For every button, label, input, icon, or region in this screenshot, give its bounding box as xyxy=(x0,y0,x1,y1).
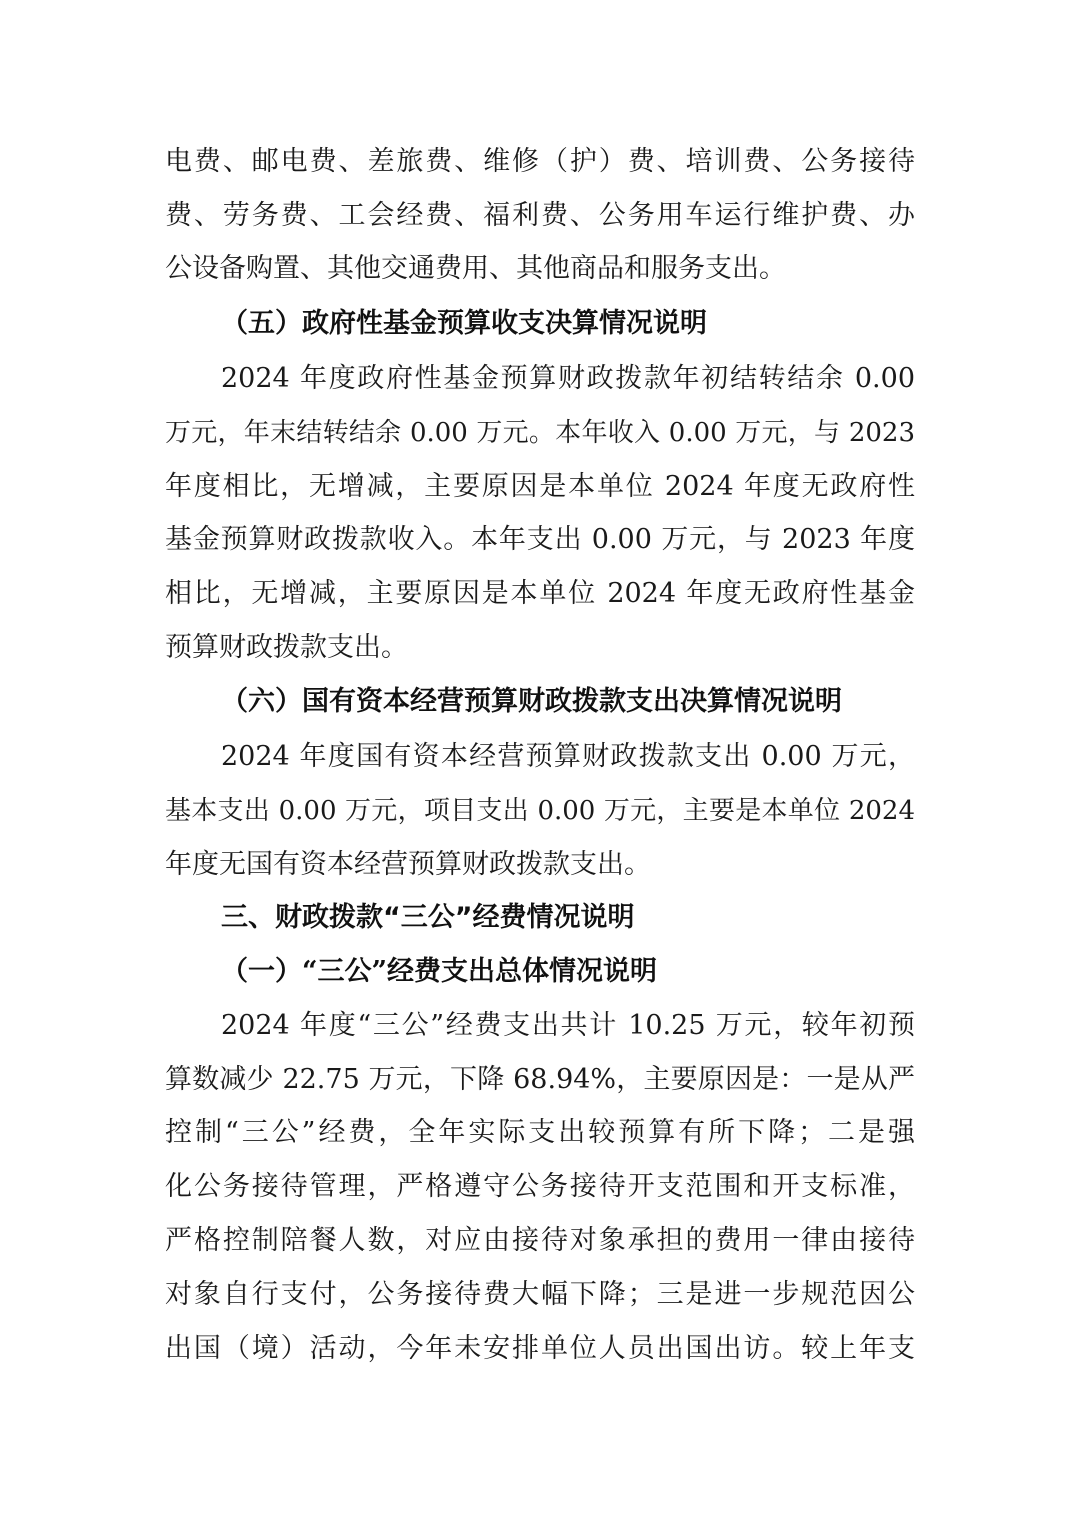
body-line: 基本支出 0.00 万元，项目支出 0.00 万元，主要是本单位 2024 xyxy=(165,796,915,826)
body-line: 相比，无增减，主要原因是本单位 2024 年度无政府性基金 xyxy=(165,578,915,609)
body-line: 对象自行支付，公务接待费大幅下降；三是进一步规范因公 xyxy=(165,1279,915,1310)
section-heading-5: （五）政府性基金预算收支决算情况说明 xyxy=(221,308,707,339)
body-line: 公设备购置、其他交通费用、其他商品和服务支出。 xyxy=(165,253,786,284)
body-line: 年度无国有资本经营预算财政拨款支出。 xyxy=(165,849,651,880)
body-line: 2024 年度国有资本经营预算财政拨款支出 0.00 万元， xyxy=(221,741,915,772)
body-line: 万元，年末结转结余 0.00 万元。本年收入 0.00 万元，与 2023 xyxy=(165,418,915,448)
body-line: 2024 年度“三公”经费支出共计 10.25 万元，较年初预 xyxy=(221,1010,915,1041)
body-line: 费、劳务费、工会经费、福利费、公务用车运行维护费、办 xyxy=(165,200,915,231)
body-line: 电费、邮电费、差旅费、维修（护）费、培训费、公务接待 xyxy=(165,146,915,177)
body-line: 严格控制陪餐人数，对应由接待对象承担的费用一律由接待 xyxy=(165,1225,915,1256)
body-line: 年度相比，无增减，主要原因是本单位 2024 年度无政府性 xyxy=(165,471,915,502)
body-line: 算数减少 22.75 万元，下降 68.94%，主要原因是：一是从严 xyxy=(165,1064,915,1095)
body-line: 预算财政拨款支出。 xyxy=(165,632,408,663)
body-line: 出国（境）活动，今年未安排单位人员出国出访。较上年支 xyxy=(165,1333,915,1364)
body-line: 基金预算财政拨款收入。本年支出 0.00 万元，与 2023 年度 xyxy=(165,524,915,555)
section-heading-6: （六）国有资本经营预算财政拨款支出决算情况说明 xyxy=(221,686,842,717)
body-line: 控制“三公”经费，全年实际支出较预算有所下降；二是强 xyxy=(165,1117,915,1148)
body-line: 2024 年度政府性基金预算财政拨款年初结转结余 0.00 xyxy=(221,363,915,394)
part-heading-3: 三、财政拨款“三公”经费情况说明 xyxy=(221,902,635,933)
body-line: 化公务接待管理，严格遵守公务接待开支范围和开支标准， xyxy=(165,1171,915,1202)
subsection-heading-1: （一）“三公”经费支出总体情况说明 xyxy=(221,956,658,987)
